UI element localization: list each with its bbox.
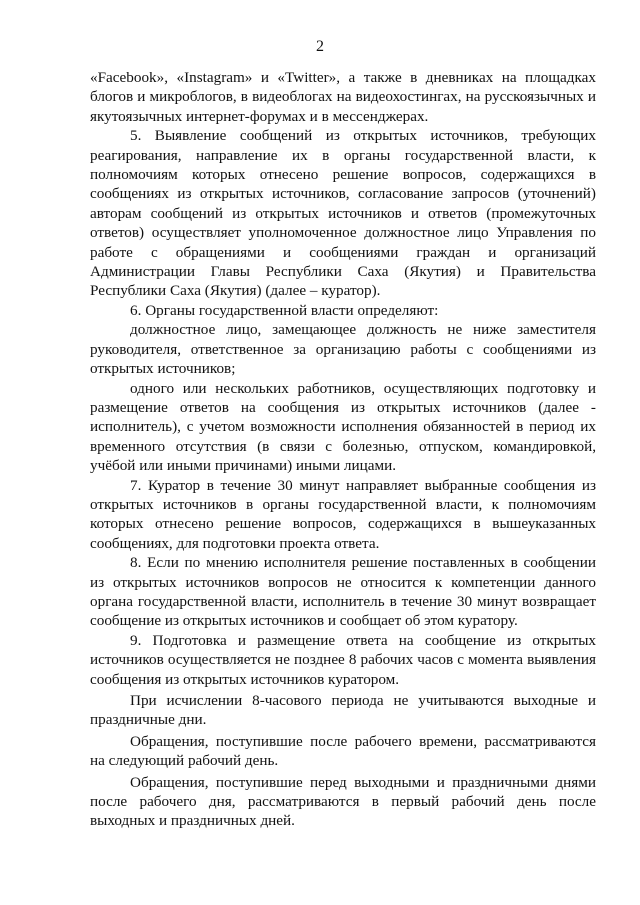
document-body	[90, 68, 596, 831]
paragraph-item-7: 7. Куратор в течение 30 минут направляет выбранные сообщения из открытых источников в органы государственной власти, к полномочиям которых отнесено решение вопросов, содержащихся в вышеуказанных сообщениях, для подготовки проекта ответа.	[90, 476, 596, 552]
paragraph-continuation: «Facebook», «Instagram» и «Twitter», а также в дневниках на площадках блогов и микроблогов, в видеоблогах на видеохостингах, на русскоязычных и якутоязычных интернет-форумах и в мессенджерах.	[90, 69, 596, 125]
paragraph-item-6-executor: одного или нескольких работников, осуществляющих подготовку и размещение ответов на сообщения из открытых источников (далее - исполнитель), с учетом возможности исполнения обязанностей в период их временного отсутствия (в связи с болезнью, отпуском, командировкой, учёбой или иными причинами) иными лицами.	[90, 379, 596, 475]
paragraph-item-6: 6. Органы государственной власти определяют:	[130, 301, 439, 319]
paragraph-item-5: 5. Выявление сообщений из открытых источников, требующих реагирования, направление их в органы государственной власти, к полномочиям которых отнесено решение вопросов, содержащихся в сообщениях из открытых источников, согласование запросов (уточнений) авторам сообщений из открытых источников и ответов (промежуточных ответов) осуществляет уполномоченное должностное лицо Управления по работе с обращениями и сообщениями граждан и организаций Администрации Главы Республики Саха (Якутия) и Правительства Республики Саха (Якутия) (далее – куратор).	[90, 127, 596, 300]
page-number: 2	[316, 38, 324, 55]
paragraph-period-note: При исчислении 8-часового периода не учитываются выходные и праздничные дни.	[90, 692, 596, 729]
paragraph-item-8: 8. Если по мнению исполнителя решение поставленных в сообщении из открытых источников вопросов не относится к компетенции данного органа государственной власти, исполнитель в течение 30 минут возвращает сообщение из открытых источников и сообщает об этом куратору.	[90, 554, 596, 630]
paragraph-before-holidays: Обращения, поступившие перед выходными и праздничными днями после рабочего дня, рассматриваются в первый рабочий день после выходных и праздничных дней.	[90, 773, 596, 830]
paragraph-item-9: 9. Подготовка и размещение ответа на сообщение из открытых источников осуществляется не позднее 8 рабочих часов с момента выявления сообщения из открытых источников куратором.	[90, 631, 596, 688]
paragraph-after-hours: Обращения, поступившие после рабочего времени, рассматриваются на следующий рабочий день.	[90, 732, 596, 770]
paragraph-item-6-official: должностное лицо, замещающее должность не ниже заместителя руководителя, ответственное за организацию работы с сообщениями из открытых источников;	[90, 321, 596, 378]
